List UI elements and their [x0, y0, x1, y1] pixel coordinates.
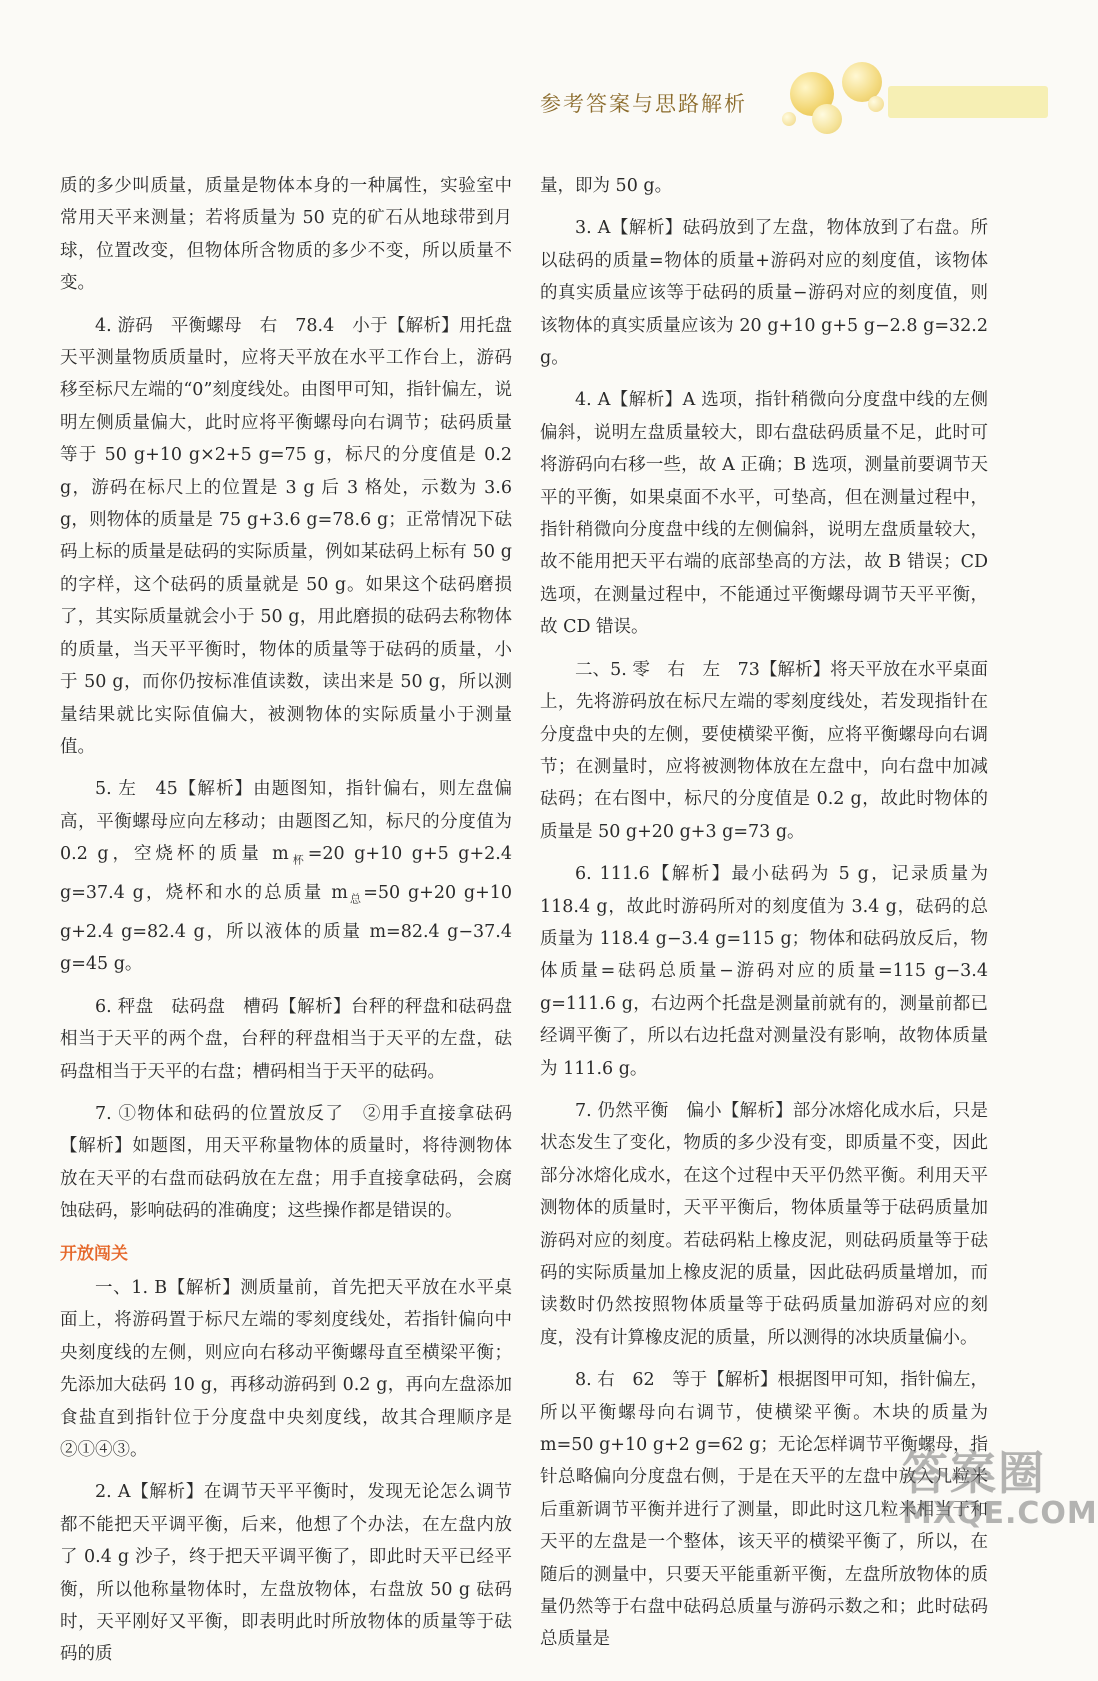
answer-1: 一、1. B【解析】测质量前，首先把天平放在水平桌面上，将游码置于标尺左端的零刻度线处，若指针偏向中央刻度线的左侧，则应向右移动平衡螺母直至横梁平衡；先添加大砝码 10 g，再移动游码到 0.2 g，再向左盘添加食盐直到指针位于分度盘中央刻度线，故其合理顺序是②①④③。 [60, 1278, 512, 1461]
paragraph: 量，即为 50 g。 [540, 176, 673, 196]
answer-6b: 6. 111.6【解析】最小砝码为 5 g，记录质量为 118.4 g，故此时游码所对的刻度值为 3.4 g，砝码的总质量为 118.4 g−3.4 g=115 g；物体和砝码放反后，物体质量=砝码总质量−游码对应的质量=115 g−3.4 g=111.6 g，右边两个托盘是测量前就有的，测量前都已经调平衡了，所以右边托盘对测量没有影响，故物体质量为 111.6 g。 [540, 864, 988, 1079]
answer-8: 8. 右 62 等于【解析】根据图甲可知，指针偏左，所以平衡螺母向右调节，使横梁平衡。木块的质量为 m=50 g+10 g+2 g=62 g；无论怎样调节平衡螺母，指针总略偏向分度盘右侧，于是在天平的左盘中放入几粒米后重新调节平衡并进行了测量，即此时这几粒米相当于和天平的左盘是一个整体，该天平的横梁平衡了，所以，在随后的测量中，只要天平能重新平衡，左盘所放物体的质量仍然等于右盘中砝码总质量与游码示数之和；此时砝码总质量是 [540, 1370, 988, 1650]
answer-4: 4. 游码 平衡螺母 右 78.4 小于【解析】用托盘天平测量物质质量时，应将天平放在水平工作台上，游码移至标尺左端的“0”刻度线处。由图甲可知，指针偏左，说明左侧质量偏大，此时应将平衡螺母向右调节；砝码质量等于 50 g+10 g×2+5 g=75 g，标尺的分度值是 0.2 g，游码在标尺上的位置是 3 g 后 3 格处，示数为 3.6 g，则物体的质量是 75 g+3.6 g=78.6 g；正常情况下砝码上标的质量是砝码的实际质量，例如某砝码上标有 50 g 的字样，这个砝码的质量就是 50 g。如果这个砝码磨损了，其实际质量就会小于 50 g，用此磨损的砝码去称物体的质量，当天平平衡时，物体的质量等于砝码的质量，小于 50 g，而你仍按标准值读数，读出来是 50 g，所以测量结果就比实际值偏大，被测物体的实际质量小于测量值。 [60, 315, 512, 757]
answer-5-text: 5. 左 45【解析】由题图知，指针偏右，则左盘偏高，平衡螺母应向左移动；由题图乙知，标尺的分度值为 0.2 g，空烧杯的质量 m [60, 779, 512, 865]
answer-6: 6. 秤盘 砝码盘 槽码【解析】台秤的秤盘和砝码盘相当于天平的两个盘，台秤的秤盘相当于天平的左盘，砝码盘相当于天平的右盘；槽码相当于天平的砝码。 [60, 996, 512, 1082]
answer-5 [60, 773, 512, 980]
answer-2: 2. A【解析】在调节天平平衡时，发现无论怎么调节都不能把天平调平衡，后来，他想了个办法，在左盘内放了 0.4 g 沙子，终于把天平调平衡了，即此时天平已经平衡，所以他称量物体时，左盘放物体，右盘放 50 g 砝码时，天平刚好又平衡，即表明此时所放物体的质量等于砝码的质 [60, 1482, 512, 1665]
bubble-decoration [812, 104, 842, 134]
subscript: 总 [347, 892, 364, 906]
watermark-logo [902, 1446, 1098, 1532]
bubble-decoration [868, 96, 884, 112]
left-column [60, 170, 512, 1681]
page-header [0, 0, 1078, 150]
answer-4b: 4. A【解析】A 选项，指针稍微向分度盘中线的左侧偏斜，说明左盘质量较大，即右盘砝码质量不足，此时可将游码向右移一些，故 A 正确；B 选项，测量前要调节天平的平衡，如果桌面不水平，可垫高，但在测量过程中，指针稍微向分度盘中线的左侧偏斜，说明左盘质量较大，故不能用把天平右端的底部垫高的方法，故 B 错误；CD 选项，在测量过程中，不能通过平衡螺母调节天平平衡，故 CD 错误。 [540, 390, 988, 638]
header-bar [888, 86, 1048, 118]
bubble-decoration [782, 112, 796, 126]
right-column [540, 170, 988, 1666]
paragraph: 质的多少叫质量，质量是物体本身的一种属性，实验室中常用天平来测量；若将质量为 50 克的矿石从地球带到月球，位置改变，但物体所含物质的多少不变，所以质量不变。 [60, 176, 512, 294]
watermark-text: 答案圈 [902, 1446, 1046, 1500]
answer-5-text: =20 g+10 g+5 g+2.4 g=37.4 g，烧杯和水的总质量 m [60, 844, 512, 904]
answer-5-text: =50 g+20 g+10 g+2.4 g=82.4 g，所以液体的质量 m=82.4 g−37.4 g=45 g。 [60, 883, 512, 975]
answer-7: 7. ①物体和砝码的位置放反了 ②用手直接拿砝码【解析】如题图，用天平称量物体的质量时，将待测物体放在天平的右盘而砝码放在左盘；用手直接拿砝码，会腐蚀砝码，影响砝码的准确度；这些操作都是错误的。 [60, 1103, 512, 1222]
answer-7b: 7. 仍然平衡 偏小【解析】部分冰熔化成水后，只是状态发生了变化，物质的多少没有变，即质量不变，因此部分冰熔化成水，在这个过程中天平仍然平衡。利用天平测物体的质量时，天平平衡后，物体质量等于砝码质量加游码对应的刻度。若砝码粘上橡皮泥，则砝码质量等于砝码的实际质量加上橡皮泥的质量，因此砝码质量增加，而读数时仍然按照物体质量等于砝码质量加游码对应的刻度，没有计算橡皮泥的质量，所以测得的冰块质量偏小。 [540, 1100, 988, 1348]
answer-5b: 二、5. 零 右 左 73【解析】将天平放在水平桌面上，先将游码放在标尺左端的零刻度线处，若发现指针在分度盘中央的左侧，要使横梁平衡，应将平衡螺母向右调节；在测量时，应将被测物体放在左盘中，向右盘中加减砝码；在右图中，标尺的分度值是 0.2 g，故此时物体的质量是 50 g+20 g+3 g=73 g。 [540, 659, 988, 842]
watermark-url: MXQE.COM [902, 1496, 1098, 1531]
header-title: 参考答案与思路解析 [540, 92, 747, 116]
answer-3: 3. A【解析】砝码放到了左盘，物体放到了右盘。所以砝码的质量=物体的质量+游码对应的刻度值，该物体的真实质量应该等于砝码的质量−游码对应的刻度值，则该物体的真实质量应该为 20 g+10 g+5 g−2.8 g=32.2 g。 [540, 218, 988, 369]
section-heading: 开放闯关 [60, 1243, 128, 1264]
subscript: 杯 [288, 853, 308, 867]
